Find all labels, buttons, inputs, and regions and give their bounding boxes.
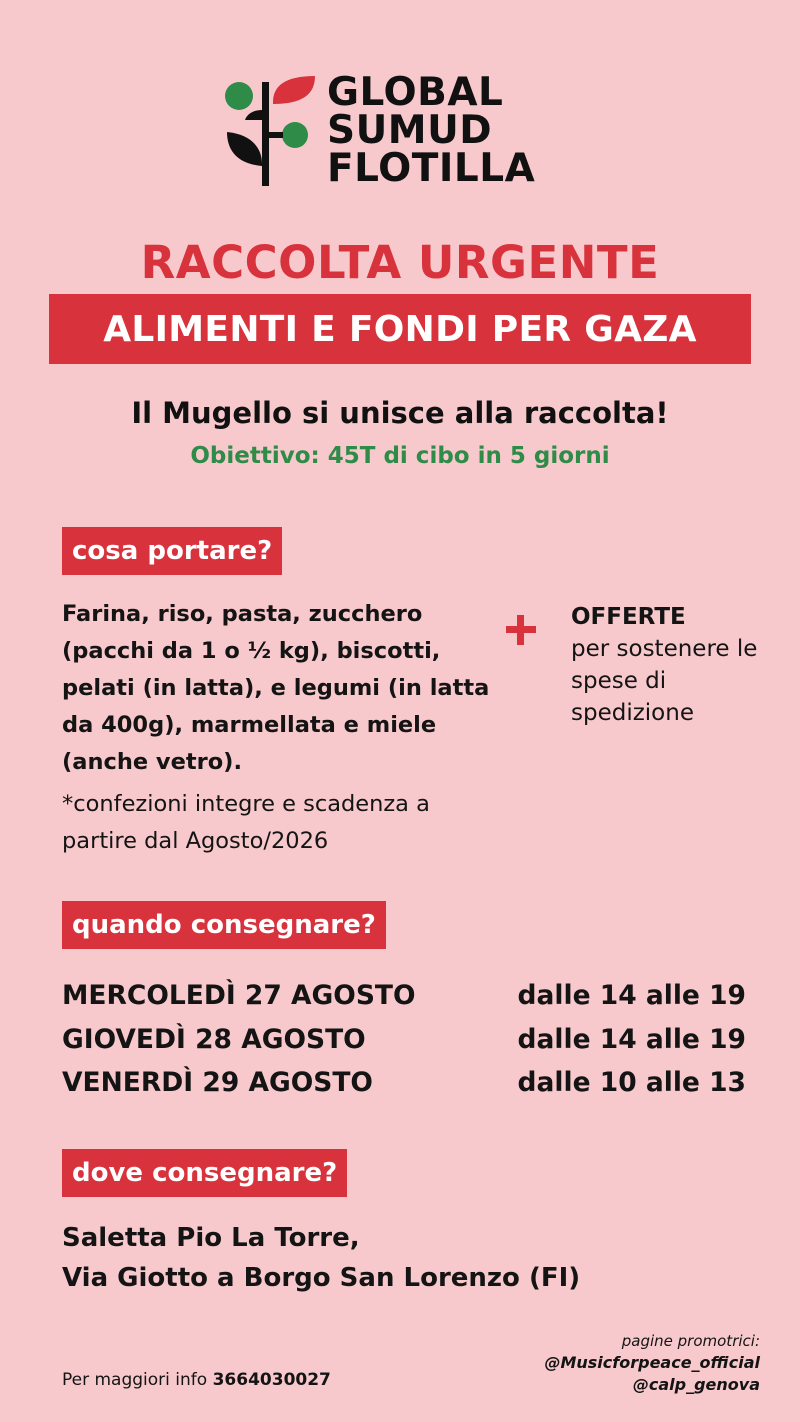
flotilla-tree-logo-icon (225, 72, 320, 190)
offers-block (571, 601, 791, 729)
schedule-day: VENERDÌ 29 AGOSTO (62, 1067, 373, 1098)
section-label-what-to-bring: cosa portare? (62, 527, 282, 575)
promoters-label: pagine promotrici: (621, 1332, 760, 1350)
promoters (544, 1330, 760, 1396)
items-note: *confezioni integre e scadenza a partire dal Agosto/2026 (62, 791, 430, 854)
offers-description: per sostenere le spese di spedizione (571, 636, 758, 726)
items-list-text: Farina, riso, pasta, zucchero (pacchi da 1 o ½ kg), biscotti, pelati (in latta), e legumi (in latta da 400g), marmellata e miele (anche vetro). (62, 601, 490, 775)
schedule-day: GIOVEDÌ 28 AGOSTO (62, 1024, 366, 1055)
section-label-when: quando consegnare? (62, 901, 386, 949)
contact-phone[interactable]: 3664030027 (212, 1370, 331, 1390)
promoter-handle[interactable]: @calp_genova (632, 1375, 760, 1394)
goal-text: Obiettivo: 45T di cibo in 5 giorni (190, 443, 610, 469)
logo-wordmark (327, 70, 536, 191)
schedule-hours: dalle 14 alle 19 (517, 1024, 746, 1055)
banner-text: ALIMENTI E FONDI PER GAZA (103, 308, 697, 350)
offers-title: OFFERTE (571, 604, 686, 630)
contact-info (62, 1370, 331, 1390)
delivery-address (62, 1218, 580, 1298)
promoter-handle[interactable]: @Musicforpeace_official (544, 1353, 760, 1372)
schedule-day: MERCOLEDÌ 27 AGOSTO (62, 980, 416, 1011)
logo-line-1: GLOBAL (327, 70, 504, 115)
schedule-hours: dalle 10 alle 13 (517, 1067, 746, 1098)
contact-info-prefix: Per maggiori info (62, 1370, 213, 1390)
headline-banner (49, 294, 751, 364)
subtitle: Il Mugello si unisce alla raccolta! (131, 396, 669, 430)
address-line-1: Saletta Pio La Torre, (62, 1223, 360, 1253)
schedule-hours: dalle 14 alle 19 (517, 980, 746, 1011)
address-line-2: Via Giotto a Borgo San Lorenzo (FI) (62, 1263, 581, 1293)
plus-icon (503, 612, 539, 648)
global-sumud-flotilla-logo (225, 72, 585, 192)
logo-line-3: FLOTILLA (327, 146, 536, 191)
section-label-where: dove consegnare? (62, 1149, 347, 1197)
headline: RACCOLTA URGENTE (140, 236, 660, 289)
logo-line-2: SUMUD (327, 108, 493, 153)
